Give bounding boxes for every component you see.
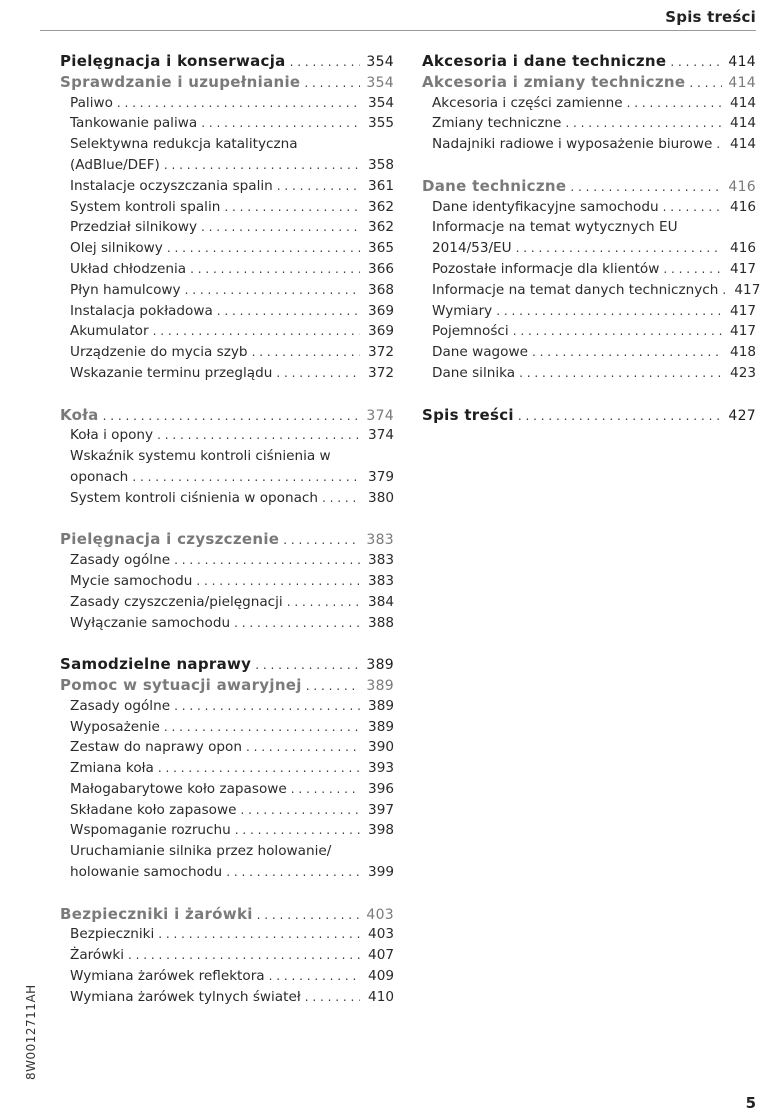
toc-entry-title: Bezpieczniki: [70, 926, 155, 943]
dot-leader: [162, 717, 360, 738]
dot-leader: [238, 800, 360, 821]
toc-page-number: 416: [730, 240, 756, 257]
toc-entry-title: Wskaźnik systemu kontroli ciśnienia w: [70, 448, 331, 465]
toc-entry-title: Wyposażenie: [70, 718, 160, 735]
toc-entry-title: Tankowanie paliwa: [70, 115, 198, 132]
dot-leader: [289, 779, 360, 800]
toc-page-number: 423: [730, 364, 756, 381]
toc-entry-title: Pomoc w sytuacji awaryjnej: [60, 675, 302, 694]
toc-entry-title: Zmiany techniczne: [432, 115, 562, 132]
dot-leader: [199, 113, 360, 134]
toc-entry[interactable]: [60, 488, 394, 509]
toc-entry-title: holowanie samochodu: [70, 864, 223, 881]
toc-entry-title: Akcesoria i części zamienne: [432, 94, 623, 111]
toc-entry-title: Wymiana żarówek tylnych świateł: [70, 988, 301, 1005]
section-spacer: [60, 384, 394, 405]
dot-leader: [162, 155, 360, 176]
toc-page-number: 388: [368, 614, 394, 631]
toc-entry[interactable]: [422, 113, 756, 134]
toc-page-number: 407: [368, 947, 394, 964]
dot-leader: [194, 571, 360, 592]
toc-page-number: 398: [368, 822, 394, 839]
toc-page-number: 374: [368, 427, 394, 444]
toc-page-number: 417: [730, 323, 756, 340]
toc-page-number: 383: [368, 552, 394, 569]
toc-entry-title: Instalacje oczyszczania spalin: [70, 177, 273, 194]
dot-leader: [274, 363, 360, 384]
toc-page-number: 414: [730, 94, 756, 111]
toc-entry-title: Dane techniczne: [422, 176, 567, 195]
toc-entry[interactable]: [60, 800, 394, 821]
toc-page-number: 374: [366, 407, 394, 424]
page-number: 5: [745, 1094, 756, 1112]
toc-entry-title: Akcesoria i zmiany techniczne: [422, 72, 686, 91]
toc-entry-title: Układ chłodzenia: [70, 260, 187, 277]
dot-leader: [304, 676, 360, 697]
toc-page-number: 365: [368, 240, 394, 257]
dot-leader: [514, 238, 722, 259]
dot-leader: [165, 238, 360, 259]
toc-chapter-heading[interactable]: [422, 51, 756, 72]
toc-page-number: 368: [368, 281, 394, 298]
toc-entry[interactable]: [60, 820, 394, 841]
dot-leader: [494, 301, 722, 322]
dot-leader: [303, 987, 360, 1008]
toc-entry-title: Mycie samochodu: [70, 572, 193, 589]
toc-entry-title: Płyn hamulcowy: [70, 281, 181, 298]
dot-leader: [255, 905, 360, 926]
section-spacer: [60, 883, 394, 904]
toc-section-heading[interactable]: [60, 529, 394, 550]
toc-page-number: 410: [368, 988, 394, 1005]
toc-page-number: 383: [366, 532, 394, 549]
dot-leader: [668, 52, 722, 73]
toc-entry[interactable]: [60, 425, 394, 446]
toc-entry-title: Sprawdzanie i uzupełnianie: [60, 72, 301, 91]
toc-entry-title: Uruchamianie silnika przez holowanie/: [70, 843, 332, 860]
toc-entry-title: Pielęgnacja i czyszczenie: [60, 530, 280, 549]
toc-section-heading[interactable]: [422, 176, 756, 197]
dot-leader: [188, 259, 360, 280]
toc-page-number: 369: [368, 323, 394, 340]
toc-page-number: 372: [368, 364, 394, 381]
toc-page-number: 354: [368, 94, 394, 111]
toc-entry-title: Zasady ogólne: [70, 552, 171, 569]
toc-entry[interactable]: [60, 93, 394, 114]
toc-entry-title: System kontroli spalin: [70, 198, 221, 215]
toc-entry-title: Małogabarytowe koło zapasowe: [70, 780, 287, 797]
header-divider: [40, 30, 756, 31]
dot-leader: [250, 342, 360, 363]
toc-entry[interactable]: [60, 987, 394, 1008]
toc-entry[interactable]: [422, 238, 756, 259]
toc-entry-wrapped-line[interactable]: [422, 217, 756, 238]
dot-leader: [275, 176, 360, 197]
toc-page-number: 414: [730, 115, 756, 132]
toc-entry[interactable]: [60, 301, 394, 322]
toc-section-heading[interactable]: [60, 675, 394, 696]
dot-leader: [302, 73, 360, 94]
toc-entry[interactable]: [422, 134, 756, 155]
toc-page-number: 399: [368, 864, 394, 881]
toc-page-number: 417: [730, 302, 756, 319]
toc-entry-title: Zmiana koła: [70, 760, 154, 777]
toc-entry[interactable]: [60, 197, 394, 218]
dot-leader: [320, 488, 360, 509]
toc-entry-wrapped-line[interactable]: [60, 841, 394, 862]
toc-entry-title: Wspomaganie rozruchu: [70, 822, 231, 839]
dot-leader: [530, 342, 722, 363]
toc-entry[interactable]: [60, 571, 394, 592]
toc-page-number: 366: [368, 260, 394, 277]
dot-leader: [714, 134, 722, 155]
toc-entry-title: Dane wagowe: [432, 344, 528, 361]
toc-entry-title: Wymiana żarówek reflektora: [70, 968, 265, 985]
toc-entry[interactable]: [60, 862, 394, 883]
dot-leader: [288, 52, 360, 73]
toc-entry[interactable]: [60, 737, 394, 758]
toc-entry[interactable]: [60, 550, 394, 571]
toc-page-number: 403: [366, 906, 394, 923]
toc-page-number: 389: [368, 697, 394, 714]
toc-entry-wrapped-line[interactable]: [60, 134, 394, 155]
toc-entry-title: Paliwo: [70, 94, 113, 111]
dot-leader: [511, 321, 722, 342]
toc-entry-title: 2014/53/EU: [432, 240, 512, 257]
toc-entry-title: oponach: [70, 468, 129, 485]
toc-right-column: [422, 51, 761, 425]
dot-leader: [115, 93, 360, 114]
toc-entry-title: Akcesoria i dane techniczne: [422, 52, 667, 70]
toc-entry-title: Składane koło zapasowe: [70, 801, 237, 818]
dot-leader: [517, 363, 722, 384]
toc-page-number: 389: [366, 677, 394, 694]
toc-page-number: 397: [368, 801, 394, 818]
toc-entry[interactable]: [422, 321, 756, 342]
dot-leader: [244, 737, 360, 758]
dot-leader: [222, 197, 360, 218]
toc-entry[interactable]: [422, 342, 756, 363]
toc-entry-title: Żarówki: [70, 947, 125, 964]
toc-page-number: 390: [368, 739, 394, 756]
toc-section-heading[interactable]: [60, 72, 394, 93]
dot-leader: [281, 530, 360, 551]
toc-entry-title: System kontroli ciśnienia w oponach: [70, 489, 319, 506]
toc-entry[interactable]: [422, 301, 756, 322]
toc-entry[interactable]: [60, 155, 394, 176]
dot-leader: [155, 425, 360, 446]
toc-entry-title: Nadajniki radiowe i wyposażenie biurowe: [432, 136, 713, 153]
toc-chapter-heading[interactable]: [60, 654, 394, 675]
dot-leader: [267, 966, 360, 987]
toc-page-number: 409: [368, 968, 394, 985]
toc-entry[interactable]: [60, 924, 394, 945]
toc-entry-wrapped-line[interactable]: [60, 446, 394, 467]
dot-leader: [156, 758, 360, 779]
toc-page-number: 414: [728, 54, 756, 70]
toc-entry-title: Urządzenie do mycia szyb: [70, 344, 248, 361]
toc-entry-title: Wskazanie terminu przeglądu: [70, 364, 273, 381]
toc-page-number: 355: [368, 115, 394, 132]
dot-leader: [516, 406, 722, 427]
toc-section-heading[interactable]: [422, 72, 756, 93]
dot-leader: [661, 259, 722, 280]
toc-page-number: 354: [366, 54, 394, 70]
toc-page-number: 396: [368, 780, 394, 797]
toc-page-number: 379: [368, 468, 394, 485]
toc-entry-title: Instalacja pokładowa: [70, 302, 213, 319]
toc-entry[interactable]: [422, 280, 761, 301]
toc-entry-title: Bezpieczniki i żarówki: [60, 904, 253, 923]
dot-leader: [253, 655, 360, 676]
toc-entry[interactable]: [60, 779, 394, 800]
dot-leader: [285, 592, 360, 613]
toc-entry[interactable]: [422, 93, 756, 114]
toc-entry-title: Zestaw do naprawy opon: [70, 739, 242, 756]
dot-leader: [172, 696, 360, 717]
dot-leader: [625, 93, 722, 114]
toc-page-number: 389: [366, 657, 394, 674]
section-spacer: [60, 509, 394, 530]
toc-entry-title: Samodzielne naprawy: [60, 655, 252, 674]
toc-entry-title: Dane identyfikacyjne samochodu: [432, 198, 659, 215]
toc-entry[interactable]: [60, 945, 394, 966]
dot-leader: [563, 113, 722, 134]
toc-left-column: [60, 51, 394, 1008]
toc-entry[interactable]: [422, 197, 756, 218]
toc-page-number: 354: [366, 74, 394, 91]
toc-entry[interactable]: [60, 259, 394, 280]
toc-page-number: 427: [728, 407, 756, 424]
toc-entry-title: (AdBlue/DEF): [70, 156, 160, 173]
toc-entry[interactable]: [60, 363, 394, 384]
toc-entry-title: Spis treści: [422, 405, 514, 424]
toc-entry-title: Olej silnikowy: [70, 240, 163, 257]
toc-entry-title: Pozostałe informacje dla klientów: [432, 260, 660, 277]
toc-entry-title: Zasady ogólne: [70, 697, 171, 714]
toc-chapter-heading[interactable]: [60, 51, 394, 72]
toc-entry-title: Koła: [60, 405, 99, 424]
toc-entry[interactable]: [60, 613, 394, 634]
toc-entry-title: Wymiary: [432, 302, 493, 319]
toc-section-heading[interactable]: [60, 405, 394, 426]
page-header-title: Spis treści: [665, 8, 756, 26]
toc-entry-title: Koła i opony: [70, 427, 154, 444]
dot-leader: [661, 197, 722, 218]
toc-page-number: 403: [368, 926, 394, 943]
toc-entry[interactable]: [60, 696, 394, 717]
toc-entry[interactable]: [60, 176, 394, 197]
dot-leader: [183, 280, 360, 301]
toc-page-number: 416: [728, 178, 756, 195]
toc-entry-title: Informacje na temat wytycznych EU: [432, 219, 678, 236]
dot-leader: [215, 301, 360, 322]
dot-leader: [568, 177, 722, 198]
toc-entry-title: Zasady czyszczenia/pielęgnacji: [70, 593, 283, 610]
toc-page-number: 416: [730, 198, 756, 215]
toc-entry[interactable]: [60, 758, 394, 779]
toc-entry-title: Selektywna redukcja katalityczna: [70, 136, 298, 153]
toc-page-number: 417: [730, 260, 756, 277]
dot-leader: [172, 550, 360, 571]
toc-page-number: 414: [728, 74, 756, 91]
toc-entry[interactable]: [60, 342, 394, 363]
dot-leader: [126, 945, 360, 966]
toc-entry[interactable]: [422, 363, 756, 384]
toc-page-number: 383: [368, 572, 394, 589]
toc-entry-title: Informacje na temat danych technicznych: [432, 281, 719, 298]
toc-page-number: 369: [368, 302, 394, 319]
toc-page-number: 418: [730, 344, 756, 361]
toc-page-number: 362: [368, 198, 394, 215]
toc-page-number: 362: [368, 219, 394, 236]
dot-leader: [151, 321, 360, 342]
toc-entry[interactable]: [60, 238, 394, 259]
toc-page-number: 361: [368, 177, 394, 194]
toc-entry-title: Pojemności: [432, 323, 509, 340]
toc-entry[interactable]: [60, 966, 394, 987]
dot-leader: [130, 467, 360, 488]
toc-page-number: 389: [368, 718, 394, 735]
section-spacer: [422, 384, 756, 405]
toc-entry-title: Przedział silnikowy: [70, 219, 197, 236]
toc-entry[interactable]: [60, 717, 394, 738]
dot-leader: [101, 406, 360, 427]
dot-leader: [687, 73, 722, 94]
toc-entry-title: Pielęgnacja i konserwacja: [60, 52, 286, 70]
toc-entry-title: Wyłączanie samochodu: [70, 614, 231, 631]
dot-leader: [156, 924, 360, 945]
toc-page-number: 372: [368, 344, 394, 361]
toc-entry[interactable]: [60, 280, 394, 301]
dot-leader: [233, 820, 360, 841]
toc-entry[interactable]: [422, 259, 756, 280]
toc-chapter-heading[interactable]: [422, 405, 756, 426]
toc-entry[interactable]: [60, 113, 394, 134]
dot-leader: [199, 217, 360, 238]
toc-page-number: 417: [734, 281, 761, 298]
toc-page-number: 380: [368, 489, 394, 506]
toc-entry[interactable]: [60, 217, 394, 238]
toc-entry[interactable]: [60, 467, 394, 488]
toc-entry-title: Dane silnika: [432, 364, 516, 381]
toc-page-number: 414: [730, 136, 756, 153]
document-code: 8W0012711AH: [24, 984, 38, 1080]
toc-entry[interactable]: [60, 592, 394, 613]
dot-leader: [224, 862, 360, 883]
dot-leader: [232, 613, 360, 634]
toc-page-number: 358: [368, 156, 394, 173]
toc-page-number: 384: [368, 593, 394, 610]
section-spacer: [60, 633, 394, 654]
toc-entry[interactable]: [60, 321, 394, 342]
toc-entry-title: Akumulator: [70, 323, 149, 340]
toc-section-heading[interactable]: [60, 904, 394, 925]
section-spacer: [422, 155, 756, 176]
toc-page-number: 393: [368, 760, 394, 777]
